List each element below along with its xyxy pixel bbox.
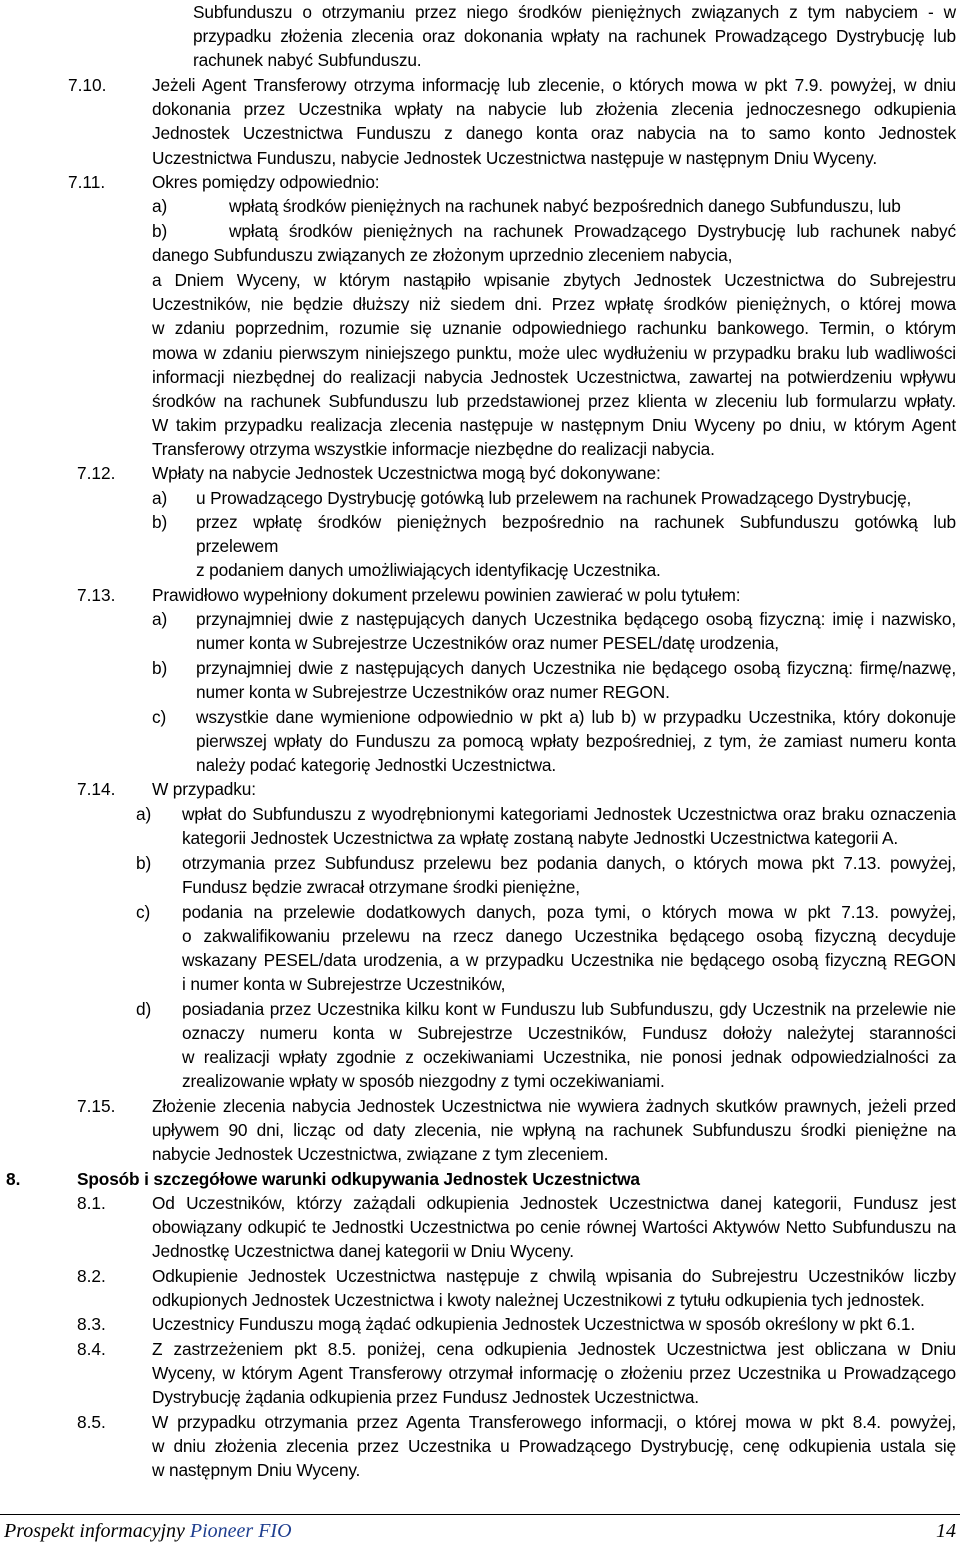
footer-prefix: Prospekt informacyjny bbox=[4, 1520, 190, 1542]
text-line: informacji niezbędnej do realizacji nabycia Jednostek Uczestnictwa, zawartej na potwierdzeniu wpływu bbox=[152, 367, 956, 387]
text-line: c) bbox=[152, 707, 167, 727]
text-line: dokonania przez Uczestnika wpłaty na nabycie lub złożenia zlecenia jednoczesnego odkupienia bbox=[152, 99, 956, 119]
text-line: d) bbox=[136, 999, 152, 1019]
text-line: otrzymania przez Subfundusz przelewu bez podania danych, o których mowa pkt 7.13. powyżej, bbox=[182, 853, 956, 873]
footer-fund-name: Pioneer FIO bbox=[189, 1520, 292, 1542]
text-line: a Dniem Wyceny, w którym nastąpiło wpisanie zbytych Jednostek Uczestnictwa do Subrejestru bbox=[152, 270, 956, 290]
section-number: 7.13. bbox=[77, 585, 116, 605]
section-number: 7.10. bbox=[68, 75, 107, 95]
text-line: numer konta w Subrejestrze Uczestników oraz numer REGON. bbox=[196, 682, 670, 702]
text-line: Fundusz będzie zwracał otrzymane środki pieniężne, bbox=[182, 877, 580, 897]
section-number: 8.2. bbox=[77, 1266, 106, 1286]
text-line: W przypadku: bbox=[152, 779, 256, 799]
text-line: Jeżeli Agent Transferowy otrzyma informację lub zlecenie, o których mowa w pkt 7.9. powyżej, w dniu bbox=[152, 75, 956, 95]
text-line: w następnym Dniu Wyceny. bbox=[152, 1460, 361, 1480]
section-number: 8.5. bbox=[77, 1412, 106, 1432]
text-line: Prawidłowo wypełniony dokument przelewu powinien zawierać w polu tytułem: bbox=[152, 585, 741, 605]
text-line: wpłatą środków pieniężnych na rachunek nabyć bezpośrednich danego Subfunduszu, lub bbox=[229, 196, 901, 216]
text-line: pierwszej wpłaty do Funduszu za pomocą wpłaty bezpośredniej, z tym, że zamiast numeru konta bbox=[196, 731, 956, 751]
text-line: obowiązany odkupić te Jednostki Uczestnictwa po cenie równej Wartości Aktywów Netto Subfunduszu na bbox=[152, 1217, 956, 1237]
footer-divider bbox=[0, 1514, 960, 1515]
text-line: rachunek nabyć Subfunduszu. bbox=[193, 50, 422, 70]
footer-title bbox=[4, 1519, 292, 1543]
text-line: przelewem bbox=[196, 536, 279, 556]
text-line: odkupionych Jednostek Uczestnictwa i kwoty należnej Uczestnikowi z tytułu odkupienia tych jednostek. bbox=[152, 1290, 925, 1310]
text-line: b) bbox=[152, 658, 168, 678]
text-line: a) bbox=[152, 609, 168, 629]
text-line: Złożenie zlecenia nabycia Jednostek Uczestnictwa nie wywiera żadnych skutków prawnych, jeżeli przed bbox=[152, 1096, 956, 1116]
text-line: Uczestnicy Funduszu mogą żądać odkupienia Jednostek Uczestnictwa w sposób określony w pkt 6.1. bbox=[152, 1314, 915, 1334]
section-number: 8.4. bbox=[77, 1339, 106, 1359]
text-line: przynajmniej dwie z następujących danych Uczestnika nie będącego osobą fizyczną: firmę/nazwę, bbox=[196, 658, 956, 678]
text-line: wskazany PESEL/data urodzenia, a w przypadku Uczestnika nie będącego osobą fizyczną REGON bbox=[182, 950, 956, 970]
text-line: kategorii Jednostek Uczestnictwa za wpłatę zostaną nabyte Jednostki Uczestnictwa kategorii A. bbox=[182, 828, 899, 848]
text-line: Dystrybucję żądania odkupienia przez Fundusz Jednostek Uczestnictwa. bbox=[152, 1387, 699, 1407]
text-line: Jednostek Uczestnictwa Funduszu z danego konta oraz nabycia na to samo konto Jednostek bbox=[152, 123, 956, 143]
text-line: zrealizowanie wpłaty w sposób niezgodny z tymi oczekiwaniami. bbox=[182, 1071, 665, 1091]
text-line: należy podać kategorię Jednostki Uczestnictwa. bbox=[196, 755, 557, 775]
text-line: Jednostkę Uczestnictwa danej kategorii w Dniu Wyceny. bbox=[152, 1241, 574, 1261]
text-line: środków na rachunek Subfunduszu lub przedstawionej przez klienta w zleceniu lub formularzu wpłaty. bbox=[152, 391, 956, 411]
section-heading: Sposób i szczegółowe warunki odkupywania Jednostek Uczestnictwa bbox=[77, 1169, 640, 1189]
section-number: 7.11. bbox=[68, 172, 106, 192]
text-line: przynajmniej dwie z następujących danych Uczestnika będącego osobą fizyczną: imię i nazwisko, bbox=[196, 609, 956, 629]
section-number: 7.15. bbox=[77, 1096, 116, 1116]
text-line: c) bbox=[136, 902, 151, 922]
text-line: Wpłaty na nabycie Jednostek Uczestnictwa mogą być dokonywane: bbox=[152, 463, 661, 483]
text-line: a) bbox=[136, 804, 152, 824]
text-line: wpłat do Subfunduszu z wyodrębnionymi kategoriami Jednostek Uczestnictwa oraz braku oznaczenia bbox=[182, 804, 956, 824]
text-line: Subfunduszu o otrzymaniu przez niego środków pieniężnych związanych z tym nabyciem - w bbox=[193, 2, 956, 22]
text-line: oznaczy numeru konta w Subrejestrze Uczestników, Fundusz dołoży należytej staranności bbox=[182, 1023, 956, 1043]
section-number: 8.3. bbox=[77, 1314, 106, 1334]
text-line: nabycie Jednostek Uczestnictwa, związane z tym zleceniem. bbox=[152, 1144, 609, 1164]
text-line: Uczestników, nie będzie dłuższy niż siedem dni. Przez wpłatę środków pieniężnych, o której mowa bbox=[152, 294, 956, 314]
text-line: wszystkie dane wymienione odpowiednio w pkt a) lub b) w przypadku Uczestnika, który dokonuje bbox=[196, 707, 956, 727]
section-number: 7.14. bbox=[77, 779, 116, 799]
text-line: Od Uczestników, którzy zażądali odkupienia Jednostek Uczestnictwa danej kategorii, Fundusz jest bbox=[152, 1193, 956, 1213]
section-number: 8.1. bbox=[77, 1193, 106, 1213]
text-line: upływem 90 dni, licząc od daty zlecenia, nie wpłyną na rachunek Subfunduszu środki pieniężne na bbox=[152, 1120, 956, 1140]
text-line: W przypadku otrzymania przez Agenta Transferowego informacji, o której mowa w pkt 8.4. powyżej, bbox=[152, 1412, 956, 1432]
text-line: Wyceny, w którym Agent Transferowy otrzymał informację o złożeniu przez Uczestnika u Prowadzącego bbox=[152, 1363, 956, 1383]
text-line: o zakwalifikowaniu przelewu na rzecz danego Uczestnika będącego osobą fizyczną decyduje bbox=[182, 926, 956, 946]
text-line: danego Subfunduszu związanych ze złożonym uprzednio zleceniem nabycia, bbox=[152, 245, 733, 265]
text-line: Okres pomiędzy odpowiednio: bbox=[152, 172, 380, 192]
text-line: z podaniem danych umożliwiających identyfikację Uczestnika. bbox=[196, 560, 661, 580]
text-line: a) bbox=[152, 196, 168, 216]
page-number: 14 bbox=[936, 1520, 956, 1542]
section-number: 7.12. bbox=[77, 463, 116, 483]
text-line: podania na przelewie dodatkowych danych, poza tymi, o których mowa w pkt 7.13. powyżej, bbox=[182, 902, 956, 922]
text-line: Transferowy otrzyma wszystkie informacje niezbędne do realizacji nabycia. bbox=[152, 439, 715, 459]
text-line: w dniu złożenia zlecenia przez Uczestnika u Prowadzącego Dystrybucję, cenę odkupienia ustala się bbox=[152, 1436, 956, 1456]
text-line: przez wpłatę środków pieniężnych bezpośrednio na rachunek Subfunduszu gotówką lub bbox=[196, 512, 956, 532]
text-line: i numer konta w Subrejestrze Uczestników, bbox=[182, 974, 506, 994]
text-line: w zdaniu poprzednim, rozumie się uznanie odpowiedniego rachunku bankowego. Termin, o którym bbox=[152, 318, 956, 338]
text-line: w realizacji wpłaty zgodnie z oczekiwaniami Uczestnika, nie ponosi jednak odpowiedzialności za bbox=[182, 1047, 956, 1067]
text-line: W takim przypadku realizacja zlecenia następuje w następnym Dniu Wyceny po dniu, w którym Agent bbox=[152, 415, 956, 435]
text-line: Uczestnictwa Funduszu, nabycie Jednostek Uczestnictwa następuje w następnym Dniu Wyceny. bbox=[152, 148, 877, 168]
text-line: mowa w zdaniu pierwszym niniejszego punktu, może ulec wydłużeniu w przypadku braku lub wadliwości bbox=[152, 343, 956, 363]
text-line: u Prowadzącego Dystrybucję gotówką lub przelewem na rachunek Prowadzącego Dystrybucję, bbox=[196, 488, 912, 508]
text-line: Z zastrzeżeniem pkt 8.5. poniżej, cena odkupienia Jednostek Uczestnictwa jest obliczana w Dniu bbox=[152, 1339, 956, 1359]
text-line: przypadku złożenia zlecenia oraz dokonania wpłaty na rachunek Prowadzącego Dystrybucję lub bbox=[193, 26, 956, 46]
text-line: b) bbox=[152, 221, 168, 241]
text-line: posiadania przez Uczestnika kilku kont w Funduszu lub Subfunduszu, gdy Uczestnik na przelewie nie bbox=[182, 999, 956, 1019]
text-line: b) bbox=[136, 853, 152, 873]
text-line: b) bbox=[152, 512, 168, 532]
text-line: a) bbox=[152, 488, 168, 508]
section-number: 8. bbox=[6, 1169, 21, 1189]
text-line: wpłatą środków pieniężnych na rachunek Prowadzącego Dystrybucję lub rachunek nabyć bbox=[229, 221, 956, 241]
text-line: numer konta w Subrejestrze Uczestników oraz numer PESEL/datę urodzenia, bbox=[196, 633, 779, 653]
text-line: Odkupienie Jednostek Uczestnictwa następuje z chwilą wpisania do Subrejestru Uczestników liczby bbox=[152, 1266, 956, 1286]
